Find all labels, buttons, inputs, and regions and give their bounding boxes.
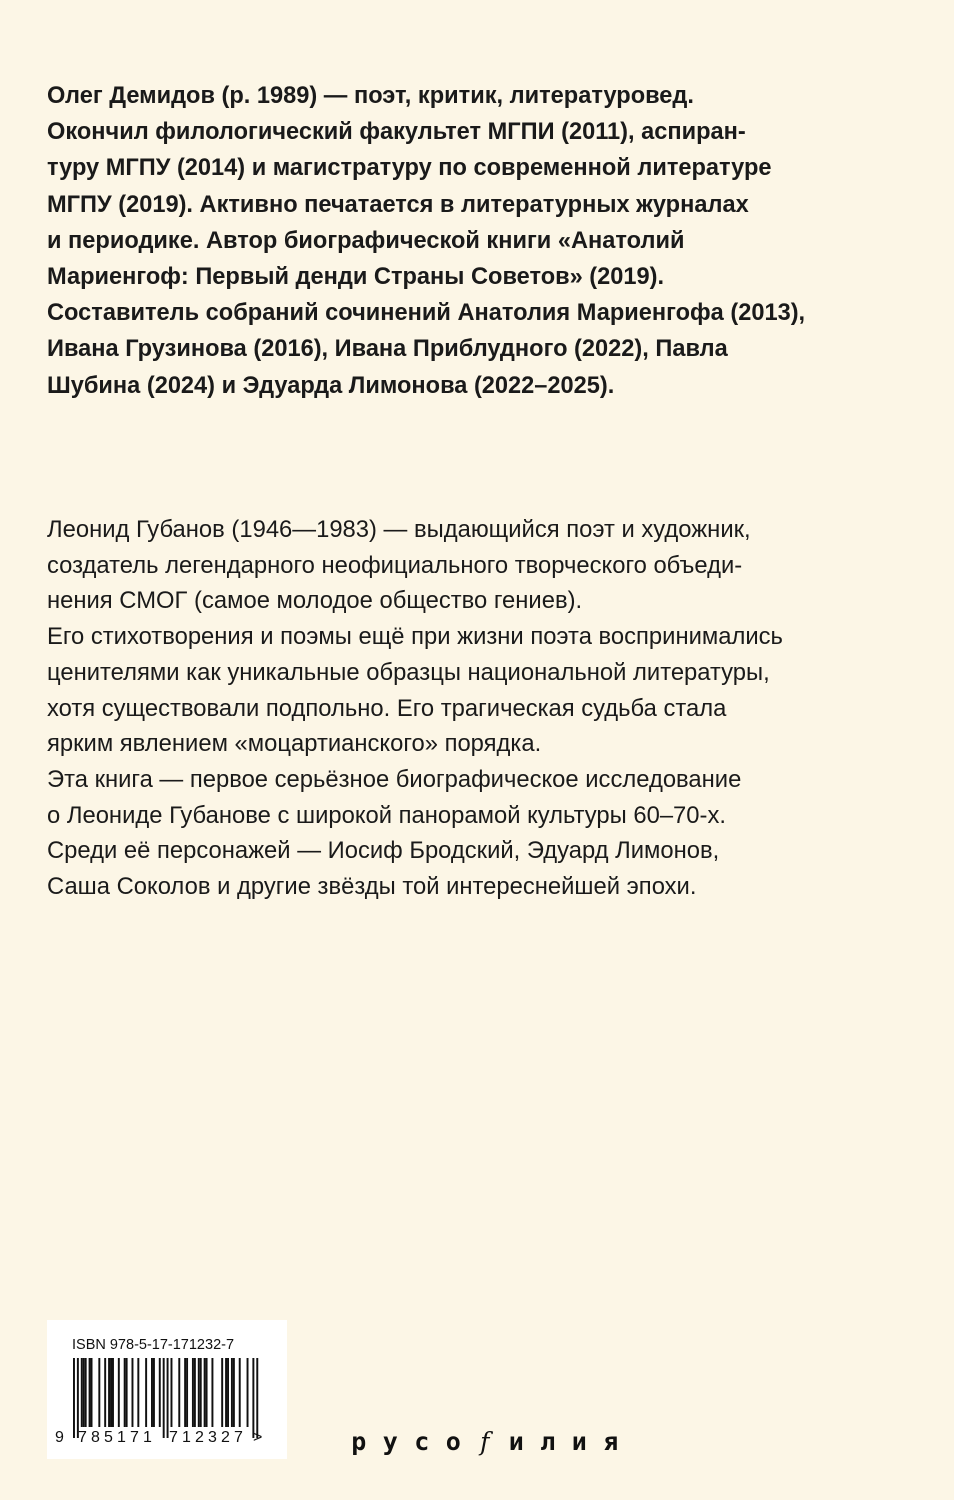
- publisher-logo-letter: л: [540, 1427, 556, 1456]
- barcode-digit: 2: [221, 1429, 230, 1446]
- isbn-barcode: [47, 1320, 287, 1459]
- author-bio-line: туру МГПУ (2014) и магистратуру по современной литературе: [47, 155, 772, 182]
- isbn-label: ISBN 978-5-17-171232-7: [72, 1337, 235, 1353]
- barcode-digit: 1: [182, 1429, 191, 1446]
- author-bio-line: МГПУ (2019). Активно печатается в литературных журналах: [47, 191, 749, 218]
- author-bio-line: Составитель собраний сочинений Анатолия Мариенгофа (2013),: [47, 300, 806, 327]
- book-description-line: Леонид Губанов (1946—1983) — выдающийся поэт и художник,: [47, 516, 751, 543]
- barcode-digit: 2: [195, 1429, 204, 1446]
- publisher-logo-letter: и: [571, 1427, 587, 1456]
- author-bio-line: Олег Демидов (р. 1989) — поэт, критик, литературовед.: [47, 83, 694, 109]
- author-bio-line: Окончил филологический факультет МГПИ (2011), аспиран-: [47, 119, 746, 146]
- author-bio-line: и периодике. Автор биографической книги «Анатолий: [47, 227, 685, 254]
- book-description-line: о Леониде Губанове с широкой панорамой культуры 60–70-х.: [47, 801, 726, 829]
- barcode-digit: 7: [169, 1429, 178, 1446]
- publisher-logo-letter: f: [480, 1427, 490, 1456]
- barcode-digit: 1: [117, 1429, 126, 1446]
- publisher-logo-letter: я: [603, 1427, 619, 1456]
- book-description-line: Его стихотворения и поэмы ещё при жизни поэта воспринимались: [47, 623, 783, 651]
- barcode-digits: [47, 1320, 287, 1459]
- book-description-line: Среди её персонажей — Иосиф Бродский, Эдуард Лимонов,: [47, 837, 720, 865]
- book-description-line: Саша Соколов и другие звёзды той интереснейшей эпохи.: [47, 873, 697, 901]
- publisher-logo: [343, 1427, 627, 1457]
- book-description-line: создатель легендарного неофициального творческого объеди-: [47, 551, 743, 579]
- barcode-digit: 1: [143, 1429, 152, 1446]
- publisher-logo-letter: у: [382, 1427, 398, 1456]
- publisher-logo-letter: и: [508, 1427, 524, 1456]
- book-description-line: нения СМОГ (самое молодое общество гениев).: [47, 587, 583, 615]
- book-description-line: Эта книга — первое серьёзное биографическое исследование: [47, 765, 742, 793]
- barcode-digit: 3: [208, 1429, 217, 1446]
- book-description: [47, 512, 907, 905]
- barcode-digit: 7: [234, 1429, 243, 1446]
- barcode-digit: 9: [55, 1429, 64, 1446]
- author-bio-line: Ивана Грузинова (2016), Ивана Приблудного (2022), Павла: [47, 336, 728, 363]
- book-description-line: ярким явлением «моцартианского» порядка.: [47, 730, 542, 758]
- barcode-digit: 7: [78, 1429, 87, 1446]
- author-bio-line: Шубина (2024) и Эдуарда Лимонова (2022–2025).: [47, 372, 615, 399]
- barcode-digit: 7: [130, 1429, 139, 1446]
- publisher-logo-letter: р: [351, 1427, 367, 1456]
- barcode-digit: 5: [104, 1429, 113, 1446]
- author-bio-line: Мариенгоф: Первый денди Страны Советов» (2019).: [47, 264, 665, 291]
- book-description-line: хотя существовали подпольно. Его трагическая судьба стала: [47, 694, 727, 722]
- book-description-line: ценителями как уникальные образцы национальной литературы,: [47, 658, 770, 686]
- publisher-logo-letter: с: [414, 1427, 430, 1456]
- publisher-logo-letter: о: [445, 1427, 461, 1456]
- author-bio: [47, 78, 887, 404]
- barcode-digit: 8: [91, 1429, 100, 1446]
- barcode-quiet-zone-mark: >: [253, 1429, 263, 1446]
